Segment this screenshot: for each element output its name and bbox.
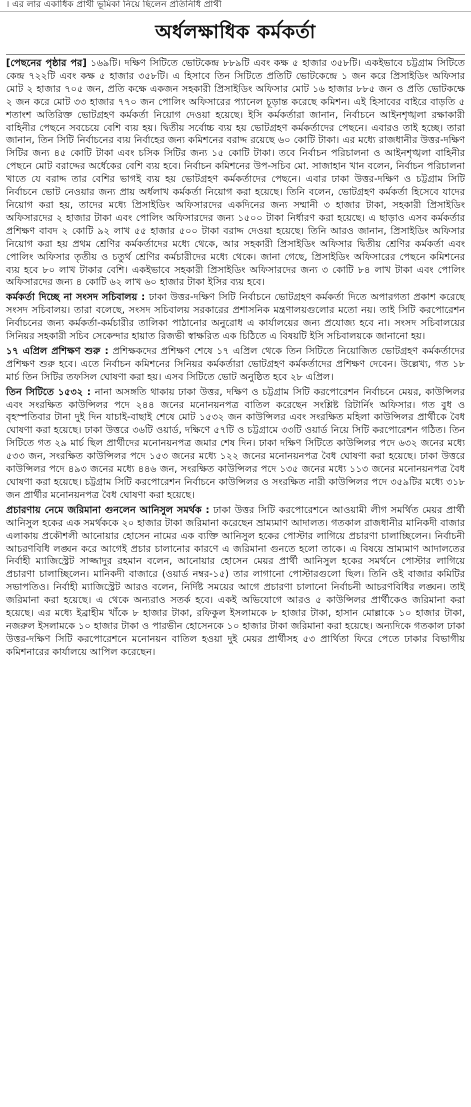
- paragraph-text: প্রশিক্ষকদের প্রশিক্ষণ শেষে ১৭ এপ্রিল থেকে তিন সিটিতে নিয়োজিত ভোটগ্রহণ কর্মকর্তাদের প্রশিক্ষণ শুরু হবে। এতে নির্বাচন কমিশনের সিনিয়র কর্মকর্তারা ভোটগ্রহণ কর্মকর্তাদের প্রশিক্ষণ দেবেন। উল্লেখ্য, গত ১৮ মার্চ তিন সিটির তফসিল ঘোষণা করা হয়। এসব সিটিতে ভোট অনুষ্ঠিত হবে ২৮ এপ্রিল।: [6, 345, 465, 383]
- paragraph-parliament: [6, 292, 465, 344]
- paragraph-intro: [6, 58, 465, 290]
- paragraph-text: ১৬৯টি। দক্ষিণ সিটিতে ভোটকেন্দ্র ৮৮৯টি এবং কক্ষ ৫ হাজার ৩৫৮টি। একইভাবে চট্টগ্রাম সিটিতে কেন্দ্র ৭২২টি এবং কক্ষ ৫ হাজার ৩৫৮টি। এ হিসাবে তিন সিটিতে প্রতিটি ভোটকেন্দ্রে ১ জন করে প্রিসাইডিং অফিসার মোট ২ হাজার ৭০৫ জন, প্রতি কক্ষে একজন সহকারী প্রিসাইডিং অফিসার মোট ১৬ হাজার ৮৮৫ জন ও প্রতি ভোটকক্ষে ২ জন করে মোট ৩৩ হাজার ৭৭০ জন পোলিং অফিসারের প্যানেল চূড়ান্ত করেছে কমিশন। এই হিসাবের বাইরে বাড়তি ৫ শতাংশ অতিরিক্ত ভোটগ্রহণ কর্মকর্তা নিয়োগ দেওয়া হয়েছে। ইসি কর্মকর্তারা জানান, নির্বাচনে আইনশৃঙ্খলা রক্ষাকারী বাহিনীর পেছনে সবচেয়ে বেশি ব্যয় হয়। দ্বিতীয় সর্বোচ্চ ব্যয় হয় ভোটগ্রহণ কর্মকর্তাদের পেছনে। এবারও তাই হচ্ছে। তারা জানান, তিন সিটি নির্বাচনের ব্যয় নির্বাহের জন্য কমিশনের বরাদ্দ রয়েছে ৬০ কোটি টাকা। এর মধ্যে রাজধানীর উত্তর-দক্ষিণ সিটির জন্য ৪৫ কোটি টাকা এবং চসিক সিটির জন্য ১৫ কোটি টাকা। তবে নির্বাচন পরিচালনা ও আইনশৃঙ্খলা বাহিনীর পেছনে মোট বরাদ্দের অর্ধেকের বেশি ব্যয় হবে। নির্বাচন কমিশনের উপ-সচিব মো. সাজাহান খান বলেন, নির্বাচন পরিচালনা খাতে যে বরাদ্দ তার বেশির ভাগই ব্যয় হয় ভোটগ্রহণ কর্মকর্তাদের পেছনে। এবার ঢাকা উত্তর-দক্ষিণ ও চট্টগ্রাম সিটি নির্বাচনে ভোট নেওয়ার জন্য প্রায় অর্ধলাখ কর্মকর্তা নিয়োগ করা হয়েছে। তিনি বলেন, ভোটগ্রহণ কর্মকর্তা হিসেবে যাদের নিয়োগ করা হয়, তাদের মধ্যে প্রিসাইডিং অফিসারদের একদিনের জন্য সম্মানী ৩ হাজার টাকা, সহকারী প্রিসাইডিং অফিসারদের ২ হাজার টাকা এবং পোলিং অফিসারদের জন্য ১৫০০ টাকা নির্ধারণ করা হয়েছে। এ ছাড়াও এসব কর্মকর্তার প্রশিক্ষণ বাবদ ২ কোটি ৯২ লাখ ৫৫ হাজার ৫০০ টাকা বরাদ্দ দেওয়া হয়েছে। তিনি আরও জানান, প্রিসাইডিং অফিসার নিয়োগ করা হয় প্রথম শ্রেণির কর্মকর্তাদের মধ্যে থেকে, আর সহকারী প্রিসাইডিং অফিসার দ্বিতীয় শ্রেণির কর্মকর্তা এবং পোলিং অফিসার তৃতীয় ও চতুর্থ শ্রেণির কর্মচারীদের মধ্যে থেকে। জানা গেছে, প্রিসাইডিং অফিসারের পেছনে কমিশনের ব্যয় হবে ৮০ লাখ টাকার বেশি। একইভাবে সহকারী প্রিসাইডিং অফিসারদের জন্য ৩ কোটি ৮৪ লাখ টাকা এবং পোলিং অফিসারদের জন্য ৪ কোটি ৬২ লাখ ৬০ হাজার টাকা ইসির ব্যয় হবে।: [6, 58, 465, 289]
- paragraph-nominations: [6, 387, 465, 503]
- headline: অর্ধলক্ষাধিক কর্মকর্তা: [155, 21, 316, 43]
- paragraph-text: ঢাকা উত্তর সিটি করপোরেশনে আওয়ামী লীগ সমর্থিত মেয়র প্রার্থী আনিসুল হকের এক সমর্থককে ২০ হাজার টাকা জরিমানা করেছেন ভ্রাম্যমাণ আদালত। গতকাল রাজধানীর মানিকদী বাজার এলাকায় প্রকৌশলী আনোয়ার হোসেন নামের এক ব্যক্তি আনিসুল হকের পোস্টার লাগিয়ে প্রচারণা চালাচ্ছিলেন। নির্বাচনী আচরণবিধি লঙ্ঘন করে আগেই প্রচার চালানোর কারণে এ জরিমানা গুনতে হলো তাকে। এ বিষয়ে ভ্রাম্যমাণ আদালতের নির্বাহী ম্যাজিস্ট্রেট সাজ্জাদুর রহমান বলেন, আনোয়ার হোসেন মেয়র প্রার্থী আনিসুল হকের সমর্থনে পোস্টার লাগিয়ে প্রচারণা চালাচ্ছিলেন। মানিকদী বাজারে (ওয়ার্ড নম্বর-১৫) তার লাগানো পোস্টারগুলো ছিল। তিনি ওই বাজার কমিটির সভাপতিও। নির্বাহী ম্যাজিস্ট্রেট আরও বলেন, নির্দিষ্ট সময়ের আগে প্রচারণা চালানো নির্বাচনী আচরণবিধির লঙ্ঘন। তাই জরিমানা করা হয়েছে। এ থেকে অন্যরাও সতর্ক হবে। একই অভিযোগে আরও ৫ কাউন্সিলর প্রার্থীকেও জরিমানা করা হয়েছে। এর মধ্যে ইব্রাহীম খাঁকে ৮ হাজার টাকা, রফিকুল ইসলামকে ৮ হাজার টাকা, হাসান মোল্লাকে ১০ হাজার টাকা, নজরুল ইসলামকে ১০ হাজার টাকা ও পারভীন হোসেনকে ১০ হাজার টাকা জরিমানা করা হয়েছে। অন্যদিকে গতকাল ঢাকা উত্তর-দক্ষিণ সিটি করপোরেশনে মনোনয়ন বাতিল হওয়া দুই মেয়র প্রার্থীসহ ৫৩ প্রার্থিতা ফিরে পেতে ঢাকার বিভাগীয় কমিশনারের কার্যালয়ে আপিল করেছেন।: [6, 504, 465, 658]
- paragraph-text: ঢাকা উত্তর-দক্ষিণ সিটি নির্বাচনে ভোটগ্রহণ কর্মকর্তা দিতে অপারগতা প্রকাশ করেছে সংসদ সচিবালয়। তারা বলেছে, সংসদ সচিবালয় সরকারের প্রশাসনিক মন্ত্রণালয়গুলোর মতো নয়। তাই সিটি করপোরেশন নির্বাচনের জন্য কর্মকর্তা-কর্মচারীর তালিকা পাঠানোর অনুরোধ এ কার্যালয়ের জন্য প্রযোজ্য হবে না। সংসদ সচিবালয়ের সিনিয়র সহকারী সচিব সেকেন্দার হায়াত রিজভী স্বাক্ষরিত এক চিঠিতে এ বিষয়টি ইসি সচিবালয়কে জানানো হয়।: [6, 292, 465, 343]
- continued-from-label: [পেছনের পৃষ্ঠার পর]: [6, 58, 87, 69]
- article-body: [0, 58, 471, 660]
- subheading: ১৭ এপ্রিল প্রশিক্ষণ শুরু :: [6, 345, 109, 357]
- divider: [6, 54, 465, 55]
- paragraph-text: নানা অসঙ্গতি থাকায় ঢাকা উত্তর, দক্ষিণ ও চট্টগ্রাম সিটি করপোরেশন নির্বাচনে মেয়র, কাউন্সিলর এবং সংরক্ষিত কাউন্সিলর পদে ২৪৪ জনের মনোনয়নপত্র বাতিল করেছেন সংশ্লিষ্ট রিটার্নিং অফিসার। গত বুধ ও বৃহস্পতিবার টানা দুই দিন যাচাই-বাছাই শেষে মোট ১৫৩২ জন কাউন্সিলর এবং সংরক্ষিত মহিলা কাউন্সিলর প্রার্থীকে বৈধ ঘোষণা করা হয়েছে। ঢাকা উত্তরে ৩৬টি ওয়ার্ড, দক্ষিণে ৫৭টি ও চট্টগ্রামে ৩৩টি ওয়ার্ড নিয়ে সিটি করপোরেশন গঠিত। তিন সিটিতে গত ২৯ মার্চ ছিল প্রার্থীদের মনোনয়নপত্র জমার শেষ দিন। ঢাকা দক্ষিণ সিটিতে কাউন্সিলর পদে ৬৩২ জনের মধ্যে ৫৩৩ জন, সংরক্ষিত কাউন্সিলর পদে ১৫৩ জনের মধ্যে ১২২ জনের মনোনয়নপত্র বৈধ ঘোষণা করা হয়েছে। ঢাকা উত্তরে কাউন্সিলর পদে ৪৯৩ জনের মধ্যে ৪৪৬ জন, সংরক্ষিত কাউন্সিলর পদে ১৩৫ জনের মধ্যে ১১৩ জনের মনোনয়নপত্র বৈধ ঘোষণা করা হয়েছে। চট্টগ্রাম সিটি করপোরেশন নির্বাচনে কাউন্সিলর ও সংরক্ষিত নারী কাউন্সিলর পদে ৩৫৯টির মধ্যে ৩১৮ জন প্রার্থীর মনোনয়নপত্র বৈধ ঘোষণা করা হয়েছে।: [6, 386, 465, 501]
- subheading: তিন সিটিতে ১৫৩২ :: [6, 386, 91, 398]
- paragraph-training: [6, 346, 465, 385]
- paragraph-fine: [6, 505, 465, 660]
- previous-article-tail: । এর লার একাধিক প্রার্থী ভূমিকা নিয়ে ছিলেন প্রতিনিধি প্রার্থী: [0, 0, 471, 12]
- subheading: কর্মকর্তা দিচ্ছে না সংসদ সচিবালয় :: [6, 292, 146, 304]
- subheading: প্রচারণায় নেমে জরিমানা গুনলেন আনিসুল সমর্থক :: [6, 504, 210, 516]
